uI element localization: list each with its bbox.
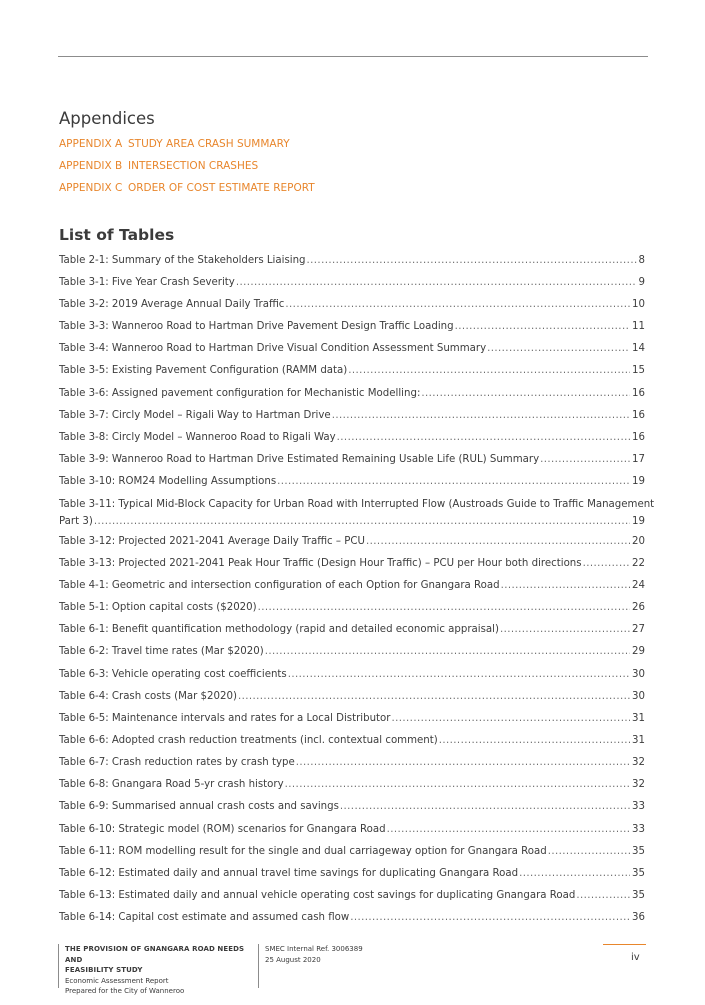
toc-entry-table-6-1[interactable] xyxy=(59,622,645,639)
toc-page-number: 16 xyxy=(632,410,645,421)
toc-entry-table-3-13[interactable] xyxy=(59,556,645,573)
appendices-heading: Appendices xyxy=(59,109,155,128)
toc-entry-table-6-4[interactable] xyxy=(59,689,645,706)
toc-page-number: 22 xyxy=(632,558,645,569)
toc-entry-table-3-12[interactable] xyxy=(59,534,645,551)
toc-leader xyxy=(288,667,630,684)
toc-label: Table 6-12: Estimated daily and annual travel time savings for duplicating Gnangara Road xyxy=(59,868,519,879)
toc-label: Table 3-6: Assigned pavement configuration for Mechanistic Modelling: xyxy=(59,388,421,399)
toc-page-number: 33 xyxy=(632,824,645,835)
toc-label: Table 6-8: Gnangara Road 5-yr crash history xyxy=(59,779,284,790)
toc-leader xyxy=(421,386,630,403)
toc-label: Table 3-10: ROM24 Modelling Assumptions xyxy=(59,476,277,487)
toc-entry-table-3-4[interactable] xyxy=(59,341,645,358)
toc-page-number: 31 xyxy=(632,735,645,746)
footer-date: 25 August 2020 xyxy=(265,955,321,964)
toc-leader xyxy=(258,600,630,617)
toc-leader xyxy=(391,711,630,728)
toc-leader xyxy=(583,556,630,573)
toc-leader xyxy=(500,622,630,639)
toc-label: Table 6-1: Benefit quantification methodology (rapid and detailed economic appraisal) xyxy=(59,624,499,635)
page-number: iv xyxy=(631,952,640,963)
toc-page-number: 19 xyxy=(632,515,645,527)
toc-entry-table-6-10[interactable] xyxy=(59,822,645,839)
toc-page-number: 33 xyxy=(632,801,645,812)
footer-accent-rule xyxy=(603,944,646,945)
toc-label: Table 4-1: Geometric and intersection configuration of each Option for Gnangara Road xyxy=(59,580,500,591)
toc-label: Table 3-12: Projected 2021-2041 Average Daily Traffic – PCU xyxy=(59,536,365,547)
toc-leader xyxy=(487,341,630,358)
toc-page-number: 30 xyxy=(632,691,645,702)
toc-label: Table 3-3: Wanneroo Road to Hartman Drive Pavement Design Traffic Loading xyxy=(59,321,454,332)
toc-label: Table 3-9: Wanneroo Road to Hartman Drive Estimated Remaining Usable Life (RUL) Summary xyxy=(59,454,540,465)
toc-page-number: 15 xyxy=(632,365,645,376)
footer-prepared-for: Prepared for the City of Wanneroo xyxy=(65,987,185,995)
toc-entry-table-6-8[interactable] xyxy=(59,777,645,794)
toc-page-number: 36 xyxy=(632,912,645,923)
toc-entry-table-3-1[interactable] xyxy=(59,275,645,292)
toc-entry-table-6-12[interactable] xyxy=(59,866,645,883)
toc-entry-table-3-3[interactable] xyxy=(59,319,645,336)
toc-page-number: 8 xyxy=(638,255,645,266)
toc-entry-table-6-6[interactable] xyxy=(59,733,645,750)
toc-page-number: 17 xyxy=(632,454,645,465)
footer-reference xyxy=(258,944,445,988)
toc-leader xyxy=(296,755,630,772)
toc-leader xyxy=(94,514,630,531)
toc-page-number: 26 xyxy=(632,602,645,613)
toc-leader xyxy=(501,578,630,595)
toc-label: Table 2-1: Summary of the Stakeholders Liaising xyxy=(59,255,306,266)
toc-leader xyxy=(540,452,630,469)
footer-subtitle: Economic Assessment Report xyxy=(65,976,169,985)
toc-label: Table 6-7: Crash reduction rates by crash type xyxy=(59,757,295,768)
toc-page-number: 16 xyxy=(632,432,645,443)
list-of-tables-heading: List of Tables xyxy=(59,226,175,244)
toc-leader xyxy=(387,822,630,839)
footer-internal-ref: SMEC Internal Ref. 3006389 xyxy=(265,945,363,953)
appendix-code: APPENDIX A xyxy=(59,138,123,150)
toc-leader xyxy=(236,275,637,292)
appendix-code: APPENDIX C xyxy=(59,182,123,194)
toc-label: Table 3-11: Typical Mid-Block Capacity for Urban Road with Interrupted Flow (Austroads Guide to Traffic Management xyxy=(59,499,655,510)
toc-label: Table 3-2: 2019 Average Annual Daily Traffic xyxy=(59,299,285,310)
header-rule xyxy=(58,56,648,57)
toc-page-number: 30 xyxy=(632,669,645,680)
toc-page-number: 14 xyxy=(632,343,645,354)
toc-page-number: 24 xyxy=(632,580,645,591)
toc-entry-table-3-6[interactable] xyxy=(59,386,645,403)
toc-page-number: 16 xyxy=(632,388,645,399)
toc-label: Table 6-5: Maintenance intervals and rates for a Local Distributor xyxy=(59,713,391,724)
toc-page-number: 35 xyxy=(632,868,645,879)
toc-leader xyxy=(439,733,630,750)
toc-leader xyxy=(348,363,630,380)
toc-label: Table 3-5: Existing Pavement Configuration (RAMM data) xyxy=(59,365,348,376)
toc-label: Table 5-1: Option capital costs ($2020) xyxy=(59,602,257,613)
toc-leader xyxy=(285,297,630,314)
toc-entry-table-3-7[interactable] xyxy=(59,408,645,425)
toc-entry-table-3-11[interactable] xyxy=(59,497,655,530)
toc-page-number: 35 xyxy=(632,846,645,857)
toc-leader xyxy=(366,534,630,551)
toc-leader xyxy=(265,644,630,661)
toc-entry-table-6-3[interactable] xyxy=(59,667,645,684)
toc-label: Table 6-10: Strategic model (ROM) scenarios for Gnangara Road xyxy=(59,824,386,835)
toc-leader xyxy=(519,866,630,883)
toc-leader xyxy=(337,430,630,447)
toc-entry-table-6-2[interactable] xyxy=(59,644,645,661)
toc-page-number: 20 xyxy=(632,536,645,547)
toc-label: Table 6-4: Crash costs (Mar $2020) xyxy=(59,691,237,702)
toc-label: Table 3-1: Five Year Crash Severity xyxy=(59,277,235,288)
appendix-code: APPENDIX B xyxy=(59,160,123,172)
toc-label: Table 6-9: Summarised annual crash costs and savings xyxy=(59,801,339,812)
toc-leader xyxy=(340,799,630,816)
toc-leader xyxy=(350,910,630,927)
appendix-title: STUDY AREA CRASH SUMMARY xyxy=(128,138,290,150)
toc-leader xyxy=(576,888,630,905)
toc-leader xyxy=(285,777,630,794)
toc-page-number: 27 xyxy=(632,624,645,635)
toc-entry-table-3-10[interactable] xyxy=(59,474,645,491)
toc-entry-table-6-14[interactable] xyxy=(59,910,645,927)
toc-leader xyxy=(548,844,630,861)
toc-page-number: 11 xyxy=(632,321,645,332)
toc-leader xyxy=(238,689,630,706)
toc-page-number: 32 xyxy=(632,779,645,790)
toc-page-number: 31 xyxy=(632,713,645,724)
toc-leader xyxy=(307,253,637,270)
toc-label-continued: Part 3) xyxy=(59,515,93,527)
toc-entry-table-4-1[interactable] xyxy=(59,578,645,595)
appendix-title: ORDER OF COST ESTIMATE REPORT xyxy=(128,182,315,194)
appendix-a-link[interactable] xyxy=(59,138,290,150)
toc-page-number: 32 xyxy=(632,757,645,768)
toc-page-number: 19 xyxy=(632,476,645,487)
toc-page-number: 29 xyxy=(632,646,645,657)
appendix-title: INTERSECTION CRASHES xyxy=(128,160,259,172)
toc-entry-table-3-5[interactable] xyxy=(59,363,645,380)
toc-entry-table-6-11[interactable] xyxy=(59,844,645,861)
toc-label: Table 6-3: Vehicle operating cost coefficients xyxy=(59,669,287,680)
toc-label: Table 6-13: Estimated daily and annual vehicle operating cost savings for duplicating Gnangara Road xyxy=(59,890,576,901)
toc-entry-table-6-13[interactable] xyxy=(59,888,645,905)
toc-leader xyxy=(277,474,630,491)
footer-document-info xyxy=(58,944,263,995)
toc-label: Table 6-6: Adopted crash reduction treatments (incl. contextual comment) xyxy=(59,735,438,746)
toc-page-number: 10 xyxy=(632,299,645,310)
toc-leader xyxy=(455,319,630,336)
toc-entry-table-6-9[interactable] xyxy=(59,799,645,816)
toc-page-number: 35 xyxy=(632,890,645,901)
toc-label: Table 3-8: Circly Model – Wanneroo Road to Rigali Way xyxy=(59,432,336,443)
toc-label: Table 6-11: ROM modelling result for the single and dual carriageway option for Gnangara Road xyxy=(59,846,547,857)
footer-title-line1: THE PROVISION OF GNANGARA ROAD NEEDS AND xyxy=(65,945,245,964)
toc-entry-table-3-9[interactable] xyxy=(59,452,645,469)
toc-label: Table 3-7: Circly Model – Rigali Way to Hartman Drive xyxy=(59,410,331,421)
toc-entry-table-3-8[interactable] xyxy=(59,430,645,447)
toc-entry-table-6-7[interactable] xyxy=(59,755,645,772)
appendix-c-link[interactable] xyxy=(59,182,315,194)
toc-page-number: 9 xyxy=(638,277,645,288)
footer-title-line2: FEASIBILITY STUDY xyxy=(65,966,143,974)
toc-label: Table 3-4: Wanneroo Road to Hartman Drive Visual Condition Assessment Summary xyxy=(59,343,487,354)
toc-label: Table 6-2: Travel time rates (Mar $2020) xyxy=(59,646,264,657)
appendix-b-link[interactable] xyxy=(59,160,258,172)
toc-label: Table 6-14: Capital cost estimate and assumed cash flow xyxy=(59,912,350,923)
toc-entry-table-3-2[interactable] xyxy=(59,297,645,314)
toc-entry-table-5-1[interactable] xyxy=(59,600,645,617)
toc-entry-table-6-5[interactable] xyxy=(59,711,645,728)
toc-leader xyxy=(332,408,630,425)
toc-label: Table 3-13: Projected 2021-2041 Peak Hour Traffic (Design Hour Traffic) – PCU per Hour both directions xyxy=(59,558,582,569)
toc-entry-table-2-1[interactable] xyxy=(59,253,645,270)
